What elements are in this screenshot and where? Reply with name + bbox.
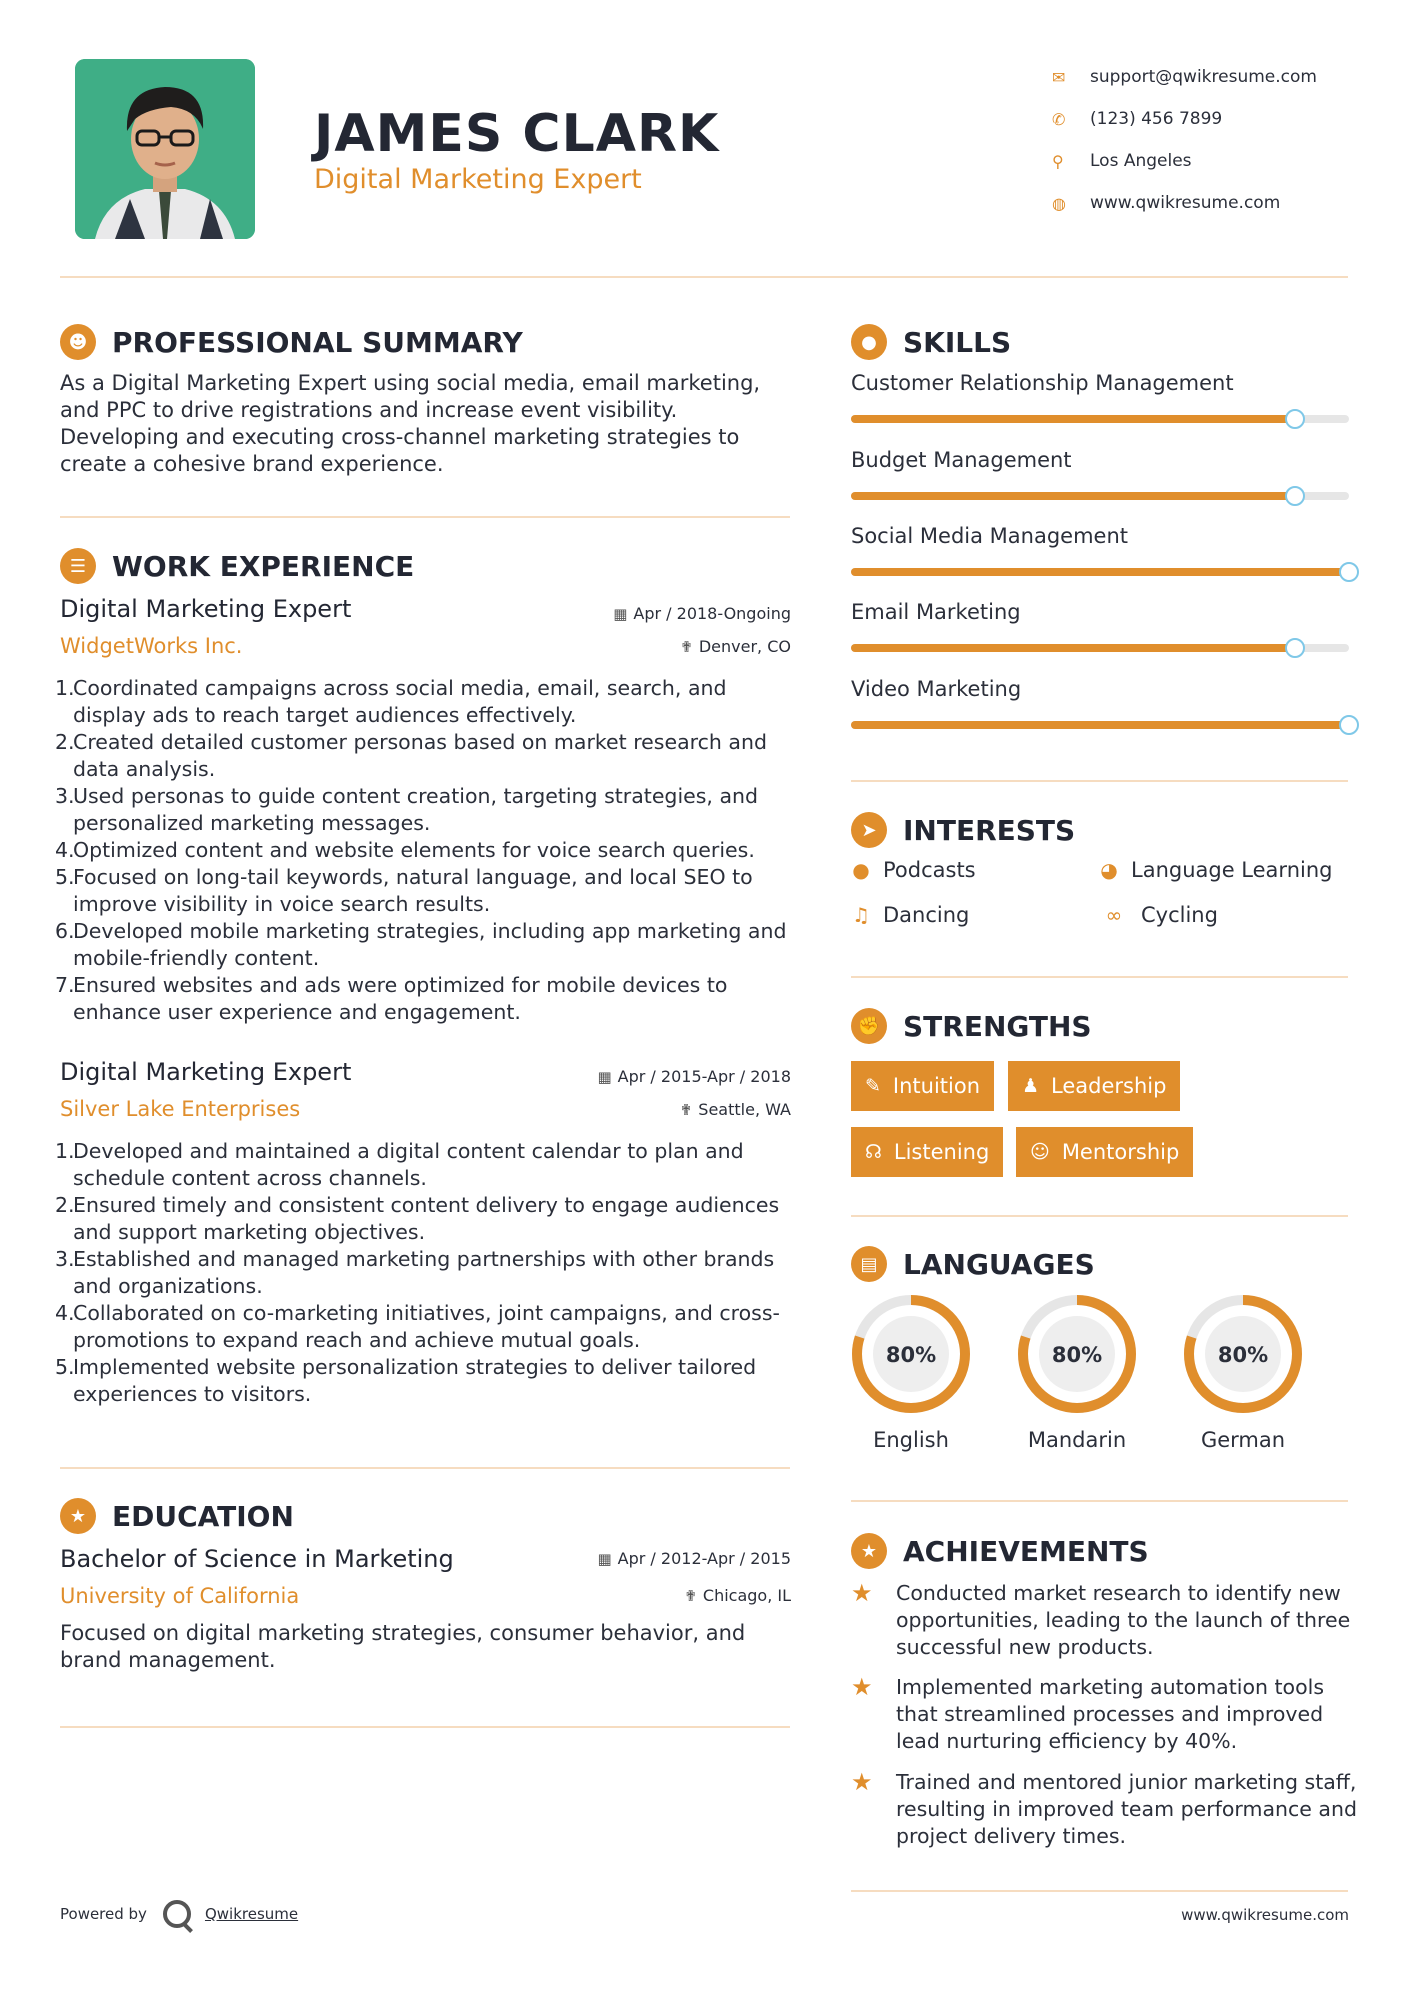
skill-bar-knob [1339, 562, 1359, 582]
achievements-section-title [851, 1533, 1149, 1569]
contact-email[interactable] [1052, 56, 1372, 98]
education-title-text: EDUCATION [112, 1499, 294, 1533]
job-dates-text: Apr / 2018-Ongoing [633, 604, 791, 623]
contact-location [1052, 140, 1372, 182]
achievement-text: Conducted market research to identify new opportunities, leading to the launch of three successful new products. [896, 1581, 1351, 1659]
globe-icon: ◕ [1100, 858, 1118, 882]
skill-bar [851, 721, 1349, 729]
skill-item [851, 600, 1351, 624]
job-location [680, 1100, 791, 1119]
strength-tag-leadership [1008, 1061, 1180, 1111]
experience-section-title [60, 548, 414, 584]
language-progress-ring [849, 1292, 973, 1416]
strength-label: Intuition [892, 1074, 981, 1098]
skill-name: Social Media Management [851, 524, 1129, 548]
footer-url[interactable]: www.qwikresume.com [1181, 1906, 1349, 1924]
header-divider [60, 276, 1348, 278]
bicycle-icon: ∞ [1105, 903, 1123, 927]
contact-list [1052, 56, 1372, 224]
skill-item [851, 371, 1351, 395]
education-degree: Bachelor of Science in Marketing [60, 1545, 454, 1573]
lightbulb-icon: ● [851, 324, 887, 360]
education-dates-text: Apr / 2012-Apr / 2015 [617, 1549, 791, 1568]
language-english [846, 1292, 976, 1452]
skill-name: Budget Management [851, 448, 1072, 472]
interests-divider [851, 976, 1348, 978]
strength-label: Leadership [1051, 1074, 1167, 1098]
summary-divider [60, 516, 790, 518]
strength-tag-mentorship [1016, 1127, 1193, 1177]
language-name: English [873, 1428, 949, 1452]
list-item: 5. Implemented website personalization strategies to deliver tailored experiences to visitors. [55, 1355, 757, 1406]
education-section-title [60, 1498, 294, 1534]
list-item: 1. Coordinated campaigns across social media, email, search, and display ads to reach target audiences effectively. [55, 676, 727, 727]
strength-label: Listening [893, 1140, 990, 1164]
strengths-title-text: STRENGTHS [903, 1009, 1092, 1043]
star-icon: ★ [851, 1579, 873, 1607]
summary-section-title [60, 324, 523, 360]
strength-tag-intuition [851, 1061, 994, 1111]
powered-by [60, 1900, 298, 1928]
language-progress-ring [1181, 1292, 1305, 1416]
contact-location-text: Los Angeles [1090, 151, 1192, 171]
microphone-icon: ● [852, 858, 870, 882]
experience-divider [60, 1467, 790, 1469]
skill-bar-fill [851, 721, 1349, 729]
language-name: German [1200, 1428, 1286, 1452]
paper-plane-icon: ➤ [851, 812, 887, 848]
interest-label: Dancing [883, 903, 970, 927]
skill-bar [851, 644, 1349, 652]
achievement-item [851, 1674, 1361, 1755]
calendar-icon: ▦ [597, 1068, 612, 1086]
skill-bar-knob [1285, 409, 1305, 429]
star-badge-icon: ★ [851, 1533, 887, 1569]
map-pin-icon: ⚲ [1052, 151, 1064, 171]
interests-title-text: INTERESTS [903, 813, 1076, 847]
job-location [680, 637, 791, 656]
profile-photo [75, 59, 255, 239]
list-item: 6. Developed mobile marketing strategies, including app marketing and mobile-friendly content. [55, 919, 787, 970]
list-item: 4. Collaborated on co-marketing initiatives, joint campaigns, and cross-promotions to expand reach and achieve mutual goals. [55, 1301, 780, 1352]
skill-name: Customer Relationship Management [851, 371, 1234, 395]
education-school: University of California [60, 1584, 300, 1608]
fist-icon: ✊ [851, 1008, 887, 1044]
contact-phone-text: (123) 456 7899 [1090, 109, 1223, 129]
briefcase-icon: ☰ [60, 548, 96, 584]
interest-label: Podcasts [883, 858, 976, 882]
achievements-title-text: ACHIEVEMENTS [903, 1534, 1149, 1568]
list-item: 5. Focused on long-tail keywords, natural language, and local SEO to improve visibility in voice search results. [55, 865, 753, 916]
user-plus-icon: ☺ [1030, 1141, 1050, 1163]
skills-section-title [851, 324, 1011, 360]
education-description: Focused on digital marketing strategies, consumer behavior, and brand management. [60, 1621, 746, 1672]
headphones-icon: ☊ [865, 1141, 882, 1163]
skill-bar-fill [851, 492, 1295, 500]
list-item: 2. Created detailed customer personas based on market research and data analysis. [55, 730, 767, 781]
qwikresume-logo-icon [163, 1900, 191, 1928]
job-bullet-list [55, 675, 800, 1026]
achievement-item [851, 1580, 1361, 1661]
contact-email-text: support@qwikresume.com [1090, 67, 1317, 87]
calendar-icon: ▦ [597, 1550, 612, 1568]
language-icon: ▤ [851, 1246, 887, 1282]
job-company: Silver Lake Enterprises [60, 1097, 301, 1121]
skill-bar-knob [1285, 486, 1305, 506]
achievement-text: Trained and mentored junior marketing staff, resulting in improved team performance and project delivery times. [896, 1770, 1357, 1848]
skills-divider [851, 780, 1348, 782]
skill-bar [851, 568, 1349, 576]
strengths-section-title [851, 1008, 1092, 1044]
language-progress-ring [1015, 1292, 1139, 1416]
star-icon: ★ [851, 1673, 873, 1701]
job-bullet-list [55, 1138, 800, 1408]
languages-section-title [851, 1246, 1095, 1282]
skill-bar-knob [1285, 638, 1305, 658]
strength-label: Mentorship [1061, 1140, 1180, 1164]
skills-title-text: SKILLS [903, 325, 1012, 359]
list-item: 2. Ensured timely and consistent content delivery to engage audiences and support marketing objectives. [55, 1193, 780, 1244]
star-icon: ★ [851, 1768, 873, 1796]
skill-name: Video Marketing [851, 677, 1022, 701]
user-icon: ☻ [60, 324, 96, 360]
pushpin-icon: ✟ [684, 1587, 697, 1605]
education-divider [60, 1726, 790, 1728]
interest-label: Language Learning [1131, 858, 1333, 882]
skill-bar-fill [851, 644, 1295, 652]
job-dates-text: Apr / 2015-Apr / 2018 [617, 1067, 791, 1086]
education-location [684, 1586, 791, 1605]
users-icon: ♟ [1022, 1075, 1040, 1097]
envelope-icon: ✉ [1052, 67, 1066, 87]
skill-item [851, 448, 1351, 472]
job-dates [597, 1067, 791, 1086]
achievement-item [851, 1769, 1361, 1850]
interest-dancing [851, 903, 969, 927]
skill-bar-knob [1339, 715, 1359, 735]
summary-text: As a Digital Marketing Expert using social media, email marketing, and PPC to drive registrations and increase event visibility. Developing and executing cross-channel marketing strategies to create a cohesive brand experience. [60, 371, 761, 476]
job-company: WidgetWorks Inc. [60, 634, 243, 658]
pushpin-icon: ✟ [680, 638, 693, 656]
skill-item [851, 524, 1351, 548]
job-title: Digital Marketing Expert [60, 595, 352, 623]
magic-wand-icon: ✎ [865, 1075, 881, 1097]
candidate-role: Digital Marketing Expert [314, 164, 642, 195]
achievements-divider [851, 1890, 1348, 1892]
globe-icon: ◍ [1052, 193, 1066, 213]
interest-cycling [1099, 903, 1218, 927]
interests-section-title [851, 812, 1075, 848]
skill-bar [851, 492, 1349, 500]
job-dates [613, 604, 791, 623]
language-german [1178, 1292, 1308, 1452]
list-item: 7. Ensured websites and ads were optimized for mobile devices to enhance user experience and engagement. [55, 973, 728, 1024]
language-percent: 80% [1051, 1343, 1103, 1367]
language-name: Mandarin [1027, 1428, 1127, 1452]
language-percent: 80% [885, 1343, 937, 1367]
contact-website[interactable] [1052, 182, 1372, 224]
strength-tag-listening [851, 1127, 1003, 1177]
skill-item [851, 677, 1351, 701]
skill-bar-fill [851, 568, 1349, 576]
job-title: Digital Marketing Expert [60, 1058, 352, 1086]
contact-website-text: www.qwikresume.com [1090, 193, 1281, 213]
education-dates [597, 1549, 791, 1568]
phone-icon: ✆ [1052, 109, 1066, 129]
summary-title-text: PROFESSIONAL SUMMARY [112, 325, 523, 359]
achievement-text: Implemented marketing automation tools that streamlined processes and improved lead nurturing efficiency by 40%. [896, 1675, 1325, 1753]
interest-label: Cycling [1141, 903, 1218, 927]
education-location-text: Chicago, IL [702, 1586, 791, 1605]
job-location-text: Seattle, WA [698, 1100, 791, 1119]
contact-phone[interactable] [1052, 98, 1372, 140]
strengths-divider [851, 1215, 1348, 1217]
candidate-name: JAMES CLARK [314, 104, 720, 164]
calendar-icon: ▦ [613, 605, 628, 623]
list-item: 4. Optimized content and website elements for voice search queries. [55, 838, 755, 862]
interest-language-learning [1099, 858, 1332, 882]
language-mandarin [1012, 1292, 1142, 1452]
music-note-icon: ♫ [852, 903, 870, 927]
graduation-icon: ★ [60, 1498, 96, 1534]
skill-name: Email Marketing [851, 600, 1021, 624]
qwikresume-link[interactable]: Qwikresume [204, 1905, 299, 1923]
powered-by-text: Powered by [60, 1905, 147, 1923]
list-item: 3. Used personas to guide content creation, targeting strategies, and personalized marketing messages. [55, 784, 759, 835]
pushpin-icon: ✟ [679, 1101, 693, 1119]
job-location-text: Denver, CO [698, 637, 791, 656]
interest-podcasts [851, 858, 976, 882]
languages-title-text: LANGUAGES [903, 1247, 1095, 1281]
skill-bar-fill [851, 415, 1295, 423]
languages-divider [851, 1500, 1348, 1502]
experience-title-text: WORK EXPERIENCE [112, 549, 415, 583]
language-percent: 80% [1217, 1343, 1269, 1367]
list-item: 3. Established and managed marketing partnerships with other brands and organizations. [55, 1247, 775, 1298]
skill-bar [851, 415, 1349, 423]
list-item: 1. Developed and maintained a digital content calendar to plan and schedule content across channels. [55, 1139, 744, 1190]
